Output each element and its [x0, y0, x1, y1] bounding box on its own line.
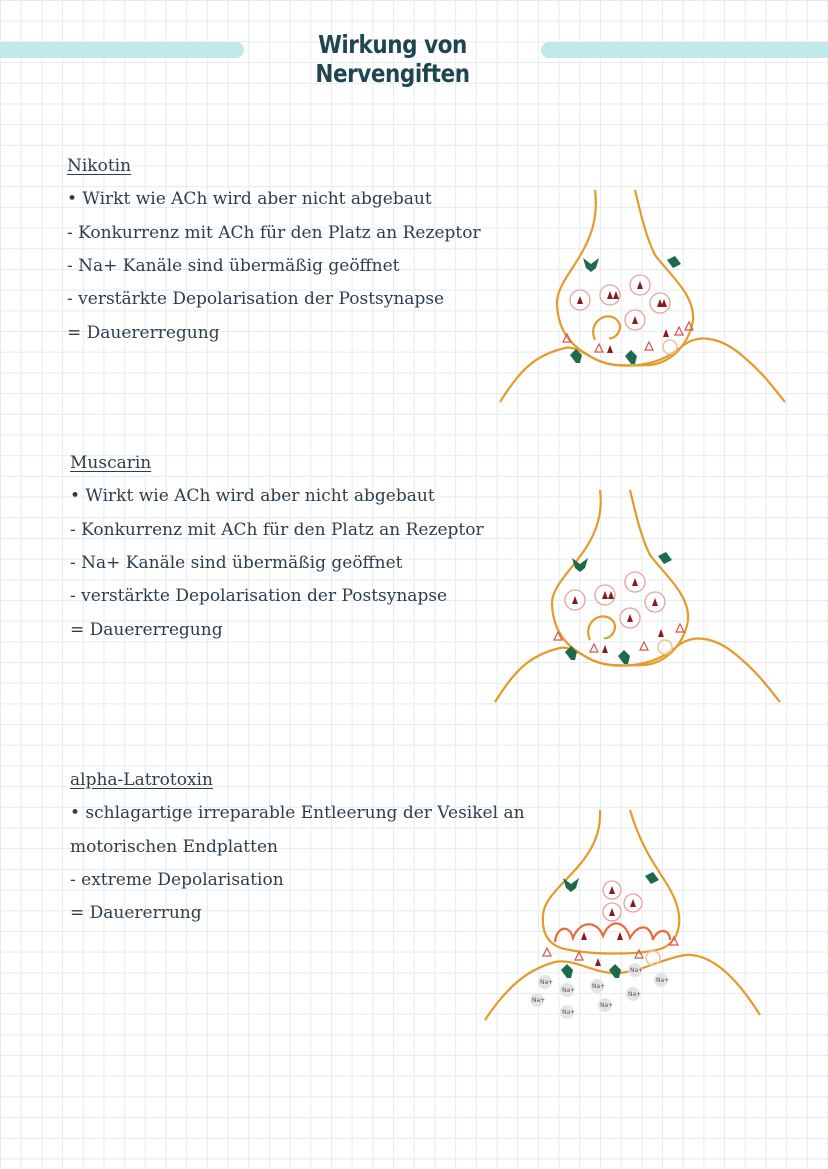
- text-line: • Wirkt wie ACh wird aber nicht abgebaut: [67, 189, 432, 209]
- title-accent-bar-right: [541, 42, 828, 58]
- text-line: = Dauererrung: [70, 903, 202, 923]
- ion-label: Na+: [628, 991, 642, 998]
- synapse-diagram-nikotin: [495, 190, 785, 405]
- synapse-diagram-muscarin: [490, 490, 780, 705]
- text-line: = Dauererregung: [70, 620, 223, 640]
- text-line: = Dauererregung: [67, 323, 220, 343]
- ion-label: Na+: [592, 983, 606, 990]
- ion-label: Na+: [656, 977, 670, 984]
- text-line: - Na+ Kanäle sind übermäßig geöffnet: [67, 256, 400, 276]
- ion-label: Na+: [532, 997, 546, 1004]
- text-line: - Na+ Kanäle sind übermäßig geöffnet: [70, 553, 403, 573]
- text-line: - verstärkte Depolarisation der Postsynapse: [70, 586, 448, 606]
- title-accent-bar-left: [0, 42, 244, 58]
- text-line: - verstärkte Depolarisation der Postsynapse: [67, 289, 445, 309]
- text-line: - Konkurrenz mit ACh für den Platz an Rezeptor: [70, 520, 484, 540]
- page-title: Wirkung von Nervengiften: [315, 30, 470, 88]
- ion-label: Na+: [540, 979, 554, 986]
- text-line: • schlagartige irreparable Entleerung der Vesikel an: [70, 803, 525, 823]
- section-heading: Muscarin: [70, 453, 152, 473]
- text-line: motorischen Endplatten: [70, 837, 278, 857]
- ion-label: Na+: [562, 987, 576, 994]
- section-heading: alpha-Latrotoxin: [70, 770, 213, 790]
- section-heading: Nikotin: [67, 156, 132, 176]
- synapse-diagram-latrotoxin: [485, 810, 775, 1025]
- text-line: • Wirkt wie ACh wird aber nicht abgebaut: [70, 486, 435, 506]
- ion-label: Na+: [600, 1002, 614, 1009]
- text-line: - extreme Depolarisation: [70, 870, 284, 890]
- text-line: - Konkurrenz mit ACh für den Platz an Rezeptor: [67, 223, 481, 243]
- ion-label: Na+: [562, 1009, 576, 1016]
- ion-label: Na+: [630, 967, 644, 974]
